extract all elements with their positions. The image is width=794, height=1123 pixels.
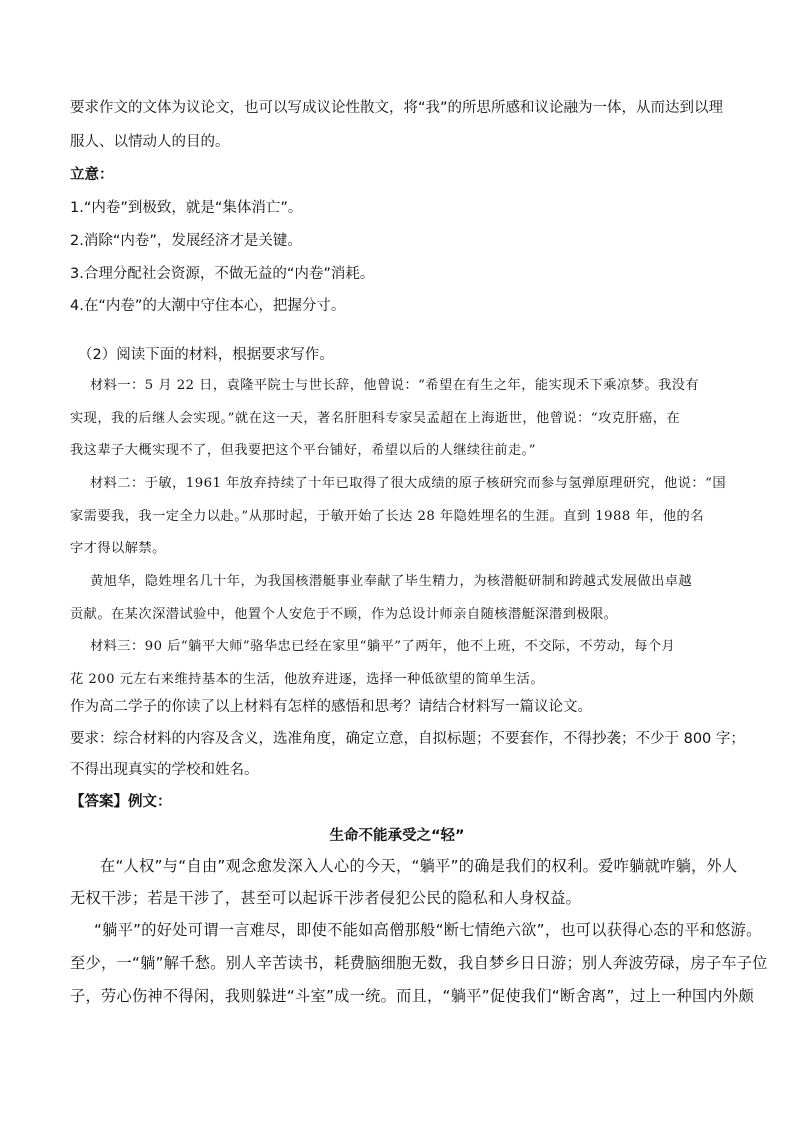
- material-3-line-1: 材料三：90 后“躺平大师”骆华忠已经在家里“躺平”了两年，他不上班，不交际，不劳动，每个月: [90, 639, 676, 654]
- liyi-item-4: 4.在“内卷”的大潮中守住本心，把握分寸。: [70, 298, 346, 314]
- material-2b-line-1: 黄旭华，隐姓埋名几十年，为我国核潜艇事业奉献了毕生精力，为核潜艇研制和跨越式发展做出卓越: [90, 574, 693, 589]
- material-1-line-2: 实现，我的后继人会实现。”就在这一天，著名肝胆科专家吴孟超在上海逝世，他曾说：“攻克肝癌，在: [70, 411, 681, 426]
- material-1-line-3: 我这辈子大概实现不了，但我要把这个平台铺好，希望以后的人继续往前走。”: [70, 443, 537, 458]
- liyi-item-3: 3.合理分配社会资源，不做无益的“内卷”消耗。: [70, 266, 375, 282]
- essay-p2-line-2: 至少，一“躺”解千愁。别人辛苦读书，耗费脑细胞无数，我自梦乡日日游；别人奔波劳碌，房子车子位: [70, 954, 768, 972]
- requirement-line-1: 要求：综合材料的内容及含义，选准角度，确定立意，自拟标题；不要套作，不得抄袭；不少于 800 字；: [70, 731, 745, 747]
- essay-p1-line-2: 无权干涉；若是干涉了，甚至可以起诉干涉者侵犯公民的隐私和人身权益。: [70, 889, 582, 907]
- essay-p2-line-1: “躺平”的好处可谓一言难尽，即使不能如高僧那般“断七情绝六欲”，也可以获得心态的平和悠游。: [94, 921, 762, 939]
- material-2-line-1: 材料二：于敏，1961 年放弃持续了十年已取得了很大成绩的原子核研究而参与氢弹原理研究，他说：“国: [90, 476, 727, 491]
- liyi-item-2: 2.消除“内卷”，发展经济才是关键。: [70, 233, 302, 249]
- intro-line-2: 服人、以情动人的目的。: [70, 134, 230, 150]
- essay-p1-line-1: 在“人权”与“自由”观念愈发深入人心的今天，“躺平”的确是我们的权利。爱咋躺就咋躺，外人: [100, 857, 738, 875]
- question-prompt: 作为高二学子的你读了以上材料有怎样的感悟和思考？请结合材料写一篇议论文。: [70, 699, 592, 715]
- answer-label: 【答案】例文：: [70, 794, 172, 810]
- question-title: （2）阅读下面的材料，根据要求写作。: [78, 347, 334, 363]
- material-1-line-1: 材料一：5 月 22 日，袁隆平院士与世长辞，他曾说：“希望在有生之年，能实现禾下乘凉梦。我没有: [90, 378, 700, 393]
- essay-title: 生命不能承受之“轻”: [329, 828, 465, 844]
- material-2b-line-2: 贡献。在某次深潜试验中，他置个人安危于不顾，作为总设计师亲自随核潜艇深潜到极限。: [70, 607, 618, 622]
- requirement-line-2: 不得出现真实的学校和姓名。: [70, 762, 259, 778]
- material-2-line-3: 字才得以解禁。: [70, 541, 166, 556]
- material-3-line-2: 花 200 元左右来维持基本的生活，他放弃进逐，选择一种低欲望的简单生活。: [70, 672, 545, 687]
- intro-line-1: 要求作文的文体为议论文，也可以写成议论性散文，将“我”的所思所感和议论融为一体，从而达到以理: [70, 100, 724, 116]
- essay-p2-line-3: 子，劳心伤神不得闲，我则躲进“斗室”成一统。而且，“躺平”促使我们“断舍离”，过上一种国内外颇: [70, 987, 754, 1005]
- liyi-heading: 立意：: [70, 167, 114, 183]
- liyi-item-1: 1.“内卷”到极致，就是“集体消亡”。: [70, 200, 303, 216]
- material-2-line-2: 家需要我，我一定全力以赴。”从那时起，于敏开始了长达 28 年隐姓埋名的生涯。直到 1988 年，他的名: [70, 509, 704, 524]
